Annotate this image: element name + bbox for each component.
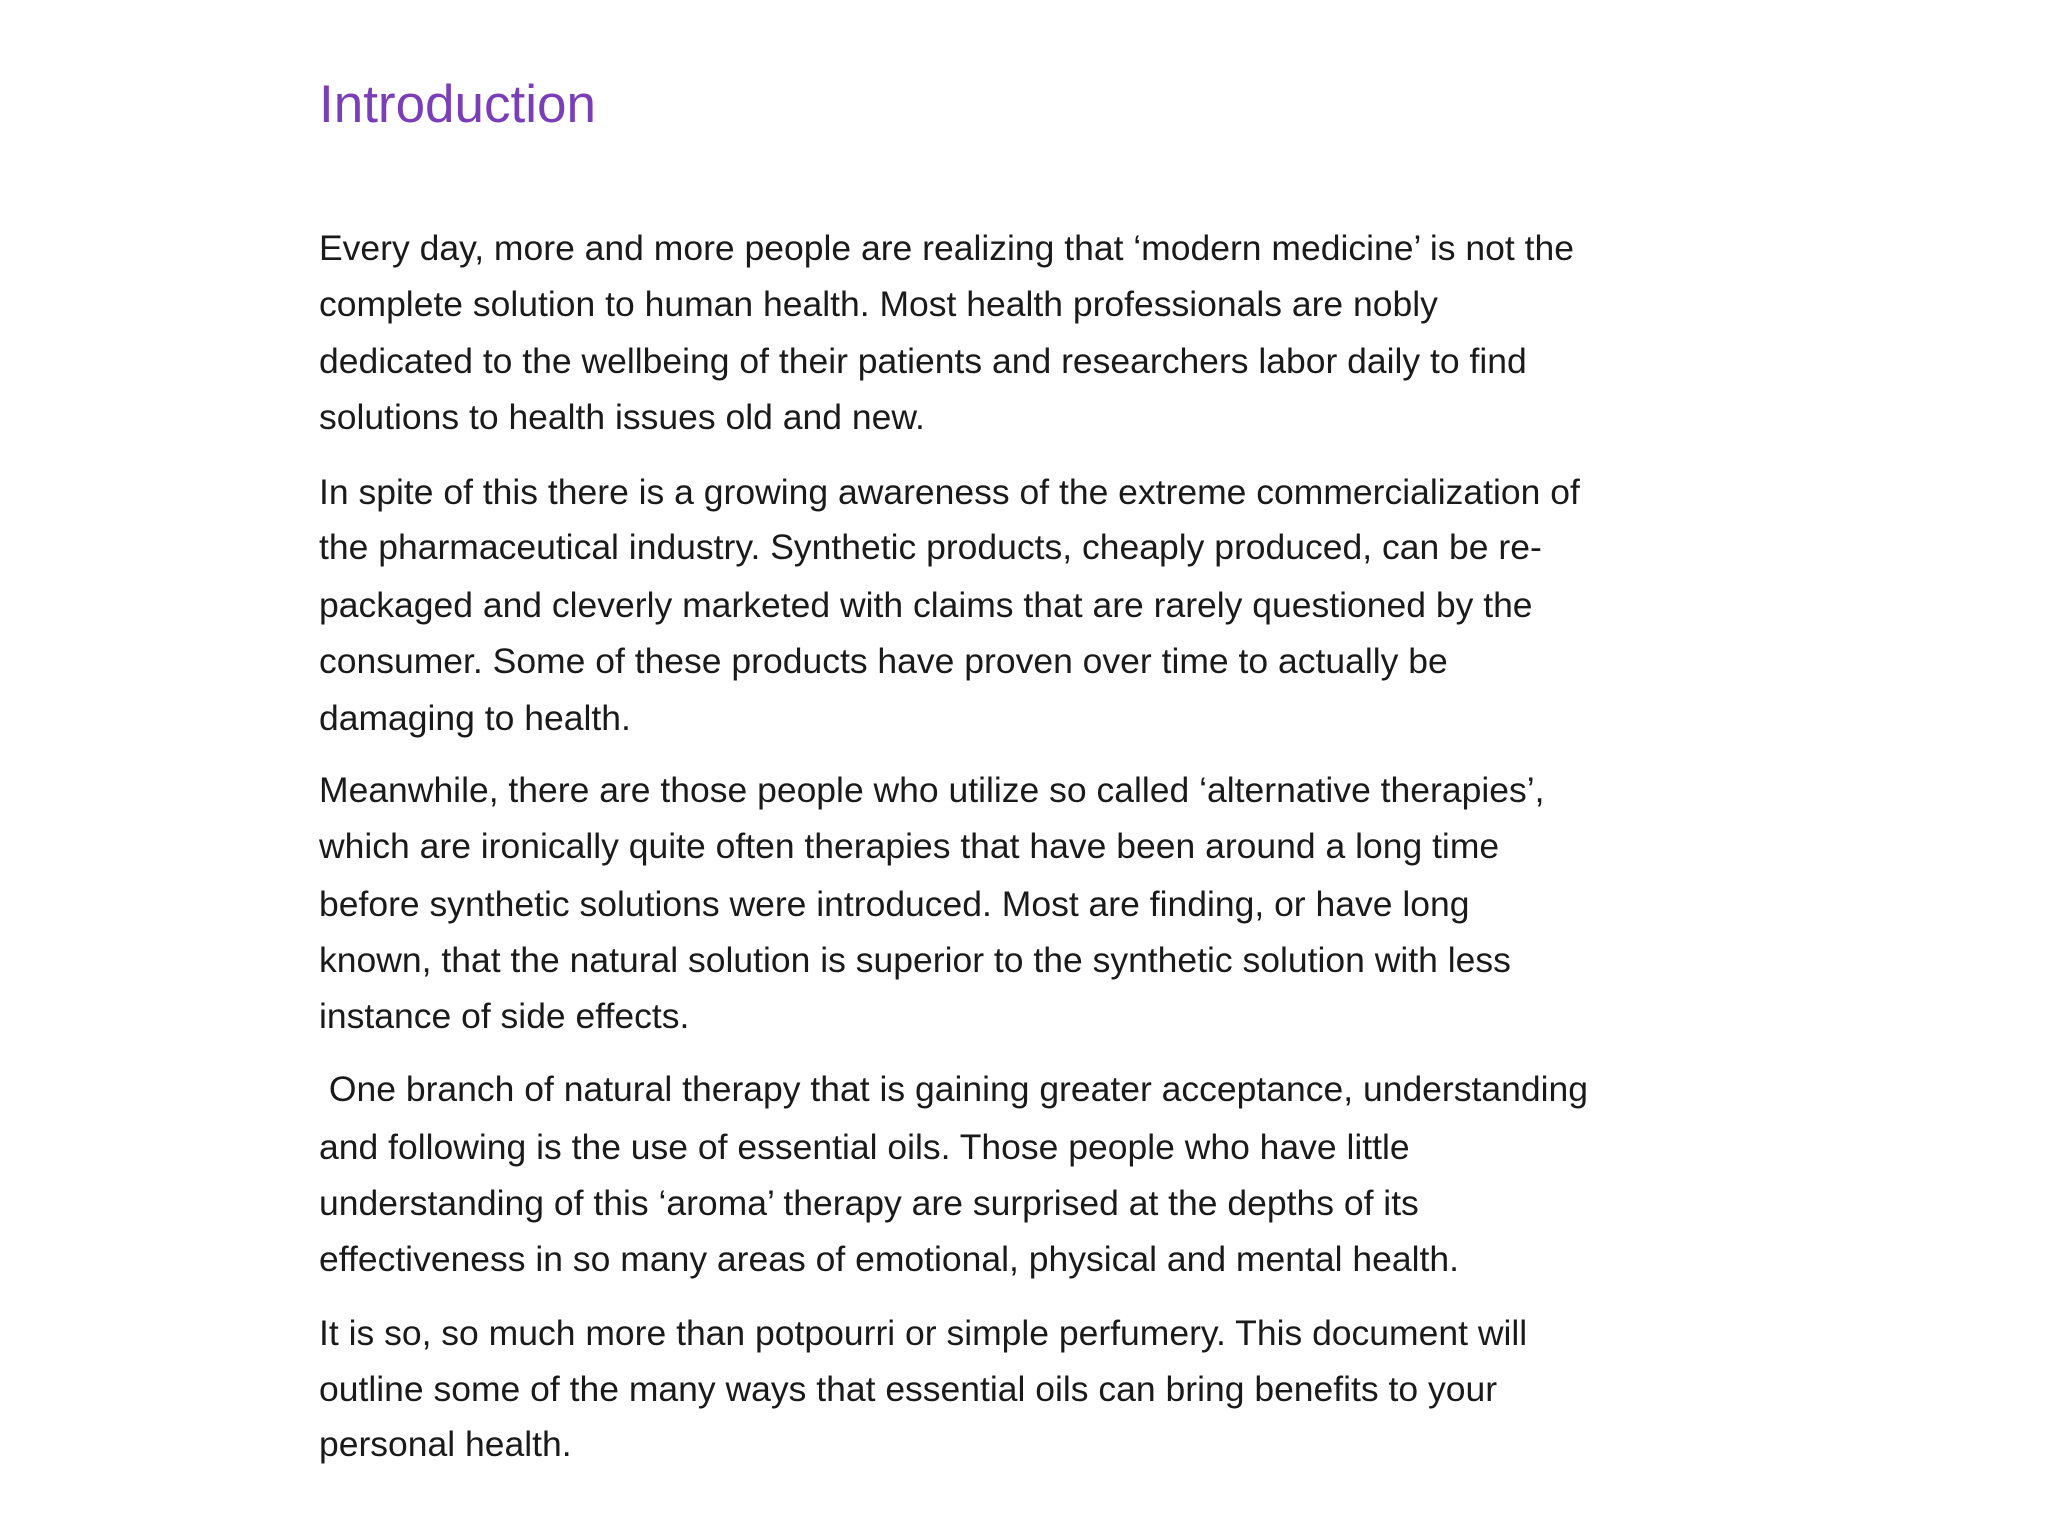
- paragraph-line: effectiveness in so many areas of emotional, physical and mental health.: [319, 1239, 1459, 1279]
- paragraph-line: In spite of this there is a growing awareness of the extreme commercialization of: [319, 472, 1580, 512]
- paragraph-line: solutions to health issues old and new.: [319, 397, 925, 437]
- paragraph-line: Meanwhile, there are those people who utilize so called ‘alternative therapies’,: [319, 770, 1545, 810]
- paragraph-line: instance of side effects.: [319, 996, 690, 1036]
- paragraph-line: packaged and cleverly marketed with claims that are rarely questioned by the: [319, 585, 1533, 625]
- paragraph-line: complete solution to human health. Most health professionals are nobly: [319, 284, 1438, 324]
- paragraph-line: before synthetic solutions were introduced. Most are finding, or have long: [319, 884, 1470, 924]
- paragraph-line: known, that the natural solution is superior to the synthetic solution with less: [319, 940, 1511, 980]
- paragraph-line: damaging to health.: [319, 698, 631, 738]
- paragraph-line: One branch of natural therapy that is gaining greater acceptance, understanding: [319, 1069, 1588, 1109]
- paragraph-line: personal health.: [319, 1424, 572, 1464]
- paragraph-line: consumer. Some of these products have proven over time to actually be: [319, 641, 1448, 681]
- paragraph-line: Every day, more and more people are realizing that ‘modern medicine’ is not the: [319, 228, 1574, 268]
- paragraph-line: the pharmaceutical industry. Synthetic products, cheaply produced, can be re-: [319, 527, 1542, 567]
- paragraph-line: and following is the use of essential oils. Those people who have little: [319, 1127, 1410, 1167]
- paragraph-line: which are ironically quite often therapies that have been around a long time: [319, 826, 1500, 866]
- paragraph-line: It is so, so much more than potpourri or simple perfumery. This document will: [319, 1313, 1528, 1353]
- section-heading: Introduction: [319, 75, 596, 134]
- paragraph-line: understanding of this ‘aroma’ therapy are surprised at the depths of its: [319, 1183, 1419, 1223]
- paragraph-line: outline some of the many ways that essential oils can bring benefits to your: [319, 1369, 1498, 1409]
- paragraph-line: dedicated to the wellbeing of their patients and researchers labor daily to find: [319, 341, 1527, 381]
